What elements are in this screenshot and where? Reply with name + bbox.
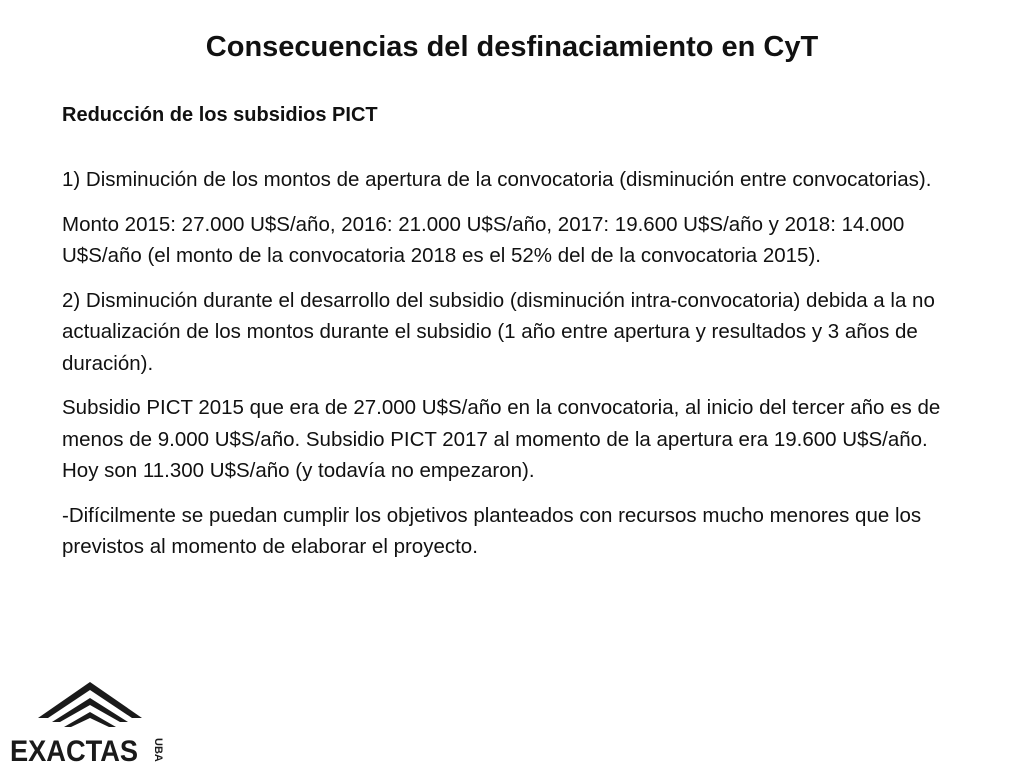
slide-body <box>62 100 962 576</box>
slide-subtitle: Reducción de los subsidios PICT <box>62 104 378 126</box>
exactas-logo <box>8 678 168 764</box>
logo-side-text: UBA <box>152 738 164 762</box>
paragraph-1: 1) Disminución de los montos de apertura de la convocatoria (disminución entre convocatorias). <box>62 168 932 191</box>
paragraph-4: Subsidio PICT 2015 que era de 27.000 U$S/año en la convocatoria, al inicio del tercer año es de menos de 9.000 U$S/año. Subsidio PICT 2017 al momento de la apertura era 19.600 U$S/año. Hoy son 11.300 U$S/año (y todavía no empezaron). <box>62 396 941 482</box>
slide-title: Consecuencias del desfinaciamiento en CyT <box>205 31 819 63</box>
paragraph-5: -Difícilmente se puedan cumplir los objetivos planteados con recursos mucho menores que los previstos al momento de elaborar el proyecto. <box>62 503 922 558</box>
paragraph-3: 2) Disminución durante el desarrollo del subsidio (disminución intra-convocatoria) debida a la no actualización de los montos durante el subsidio (1 año entre apertura y resultados y 3 años de duración). <box>62 288 935 375</box>
logo-text: EXACTAS <box>10 735 138 764</box>
paragraph-2: Monto 2015: 27.000 U$S/año, 2016: 21.000 U$S/año, 2017: 19.600 U$S/año y 2018: 14.000 U$S/año (el monto de la convocatoria 2018 es el 52% del de la convocatoria 2015). <box>62 212 905 267</box>
exactas-roof-icon <box>8 678 168 764</box>
